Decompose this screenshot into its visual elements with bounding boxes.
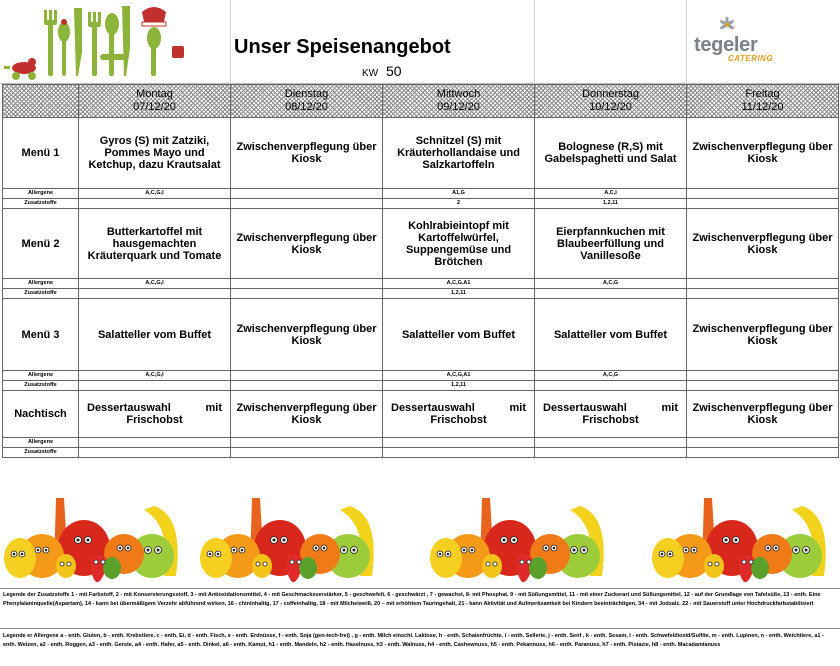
allergene-row — [3, 189, 839, 199]
day-header: Mittwoch 09/12/20 — [383, 85, 535, 118]
allergene-cell: A,C,I — [535, 189, 687, 199]
allergene-label: Allergene — [3, 189, 79, 199]
day-header: Donnerstag 10/12/20 — [535, 85, 687, 118]
dish-cell: Kohlrabieintopf mit Kartoffelwürfel, Suppengemüse und Brötchen — [383, 209, 535, 279]
dish-cell: Dessertauswahl mit Frischobst — [79, 391, 231, 438]
allergene-cell — [79, 438, 231, 448]
day-header: Montag 07/12/20 — [79, 85, 231, 118]
tegeler-flower-logo — [712, 14, 742, 36]
allergene-cell: A,C,G,I — [79, 189, 231, 199]
zusatzstoffe-cell — [535, 381, 687, 391]
kw-value: 50 — [386, 63, 402, 79]
zusatzstoffe-cell — [79, 448, 231, 458]
allergene-cell — [231, 189, 383, 199]
allergene-cell: A,C,G,I — [79, 279, 231, 289]
menu-row — [3, 118, 839, 189]
dish-cell: Zwischenverpflegung über Kiosk — [231, 209, 383, 279]
dish-cell: Dessertauswahl mit Frischobst — [383, 391, 535, 438]
dish-cell: Butterkartoffel mit hausgemachten Kräuterquark und Tomate — [79, 209, 231, 279]
dish-cell: Schnitzel (S) mit Kräuterhollandaise und Salzkartoffeln — [383, 118, 535, 189]
zusatzstoffe-cell — [79, 289, 231, 299]
zusatzstoffe-cell: 1,2,11 — [383, 381, 535, 391]
zusatzstoffe-cell — [687, 289, 839, 299]
brand-name: tegeler — [694, 34, 758, 56]
kw-label: KW — [362, 68, 379, 79]
zusatzstoffe-cell: 1,2,11 — [535, 199, 687, 209]
dish-cell: Bolognese (R,S) mit Gabelspaghetti und Salat — [535, 118, 687, 189]
allergene-cell — [687, 438, 839, 448]
allergene-cell — [231, 279, 383, 289]
allergene-row — [3, 279, 839, 289]
zusatzstoffe-cell — [231, 381, 383, 391]
dish-cell: Zwischenverpflegung über Kiosk — [687, 209, 839, 279]
allergene-cell: A,C,G,I — [79, 371, 231, 381]
zusatzstoffe-label: Zusatzstoffe — [3, 448, 79, 458]
zusatzstoffe-cell — [687, 381, 839, 391]
zusatzstoffe-cell — [687, 199, 839, 209]
zusatzstoffe-cell — [231, 199, 383, 209]
zusatzstoffe-row — [3, 199, 839, 209]
page-title: Unser Speisenangebot — [234, 36, 451, 58]
zusatzstoffe-cell — [687, 448, 839, 458]
day-header-row — [3, 85, 839, 118]
zusatzstoffe-row — [3, 448, 839, 458]
dish-cell: Salatteller vom Buffet — [535, 299, 687, 371]
dish-cell: Eierpfannkuchen mit Blaubeerfüllung und Vanillesoße — [535, 209, 687, 279]
allergene-cell: A1,G — [383, 189, 535, 199]
zusatzstoffe-cell — [79, 199, 231, 209]
dish-cell: Salatteller vom Buffet — [383, 299, 535, 371]
menu-label: Nachtisch — [3, 391, 79, 438]
menu-row — [3, 299, 839, 371]
allergene-row — [3, 438, 839, 448]
allergene-label: Allergene — [3, 371, 79, 381]
allergene-cell: A,C,G,A1 — [383, 279, 535, 289]
zusatzstoffe-label: Zusatzstoffe — [3, 199, 79, 209]
zusatzstoffe-cell — [79, 381, 231, 391]
header — [0, 0, 840, 84]
menu-row — [3, 391, 839, 438]
dish-cell: Gyros (S) mit Zatziki, Pommes Mayo und Ketchup, dazu Krautsalat — [79, 118, 231, 189]
dish-cell: Zwischenverpflegung über Kiosk — [687, 391, 839, 438]
allergene-label: Allergene — [3, 279, 79, 289]
zusatzstoffe-cell — [383, 448, 535, 458]
allergene-cell: A,C,G — [535, 371, 687, 381]
zusatzstoffe-cell — [535, 289, 687, 299]
allergene-cell: A,C,G,A1 — [383, 371, 535, 381]
zusatzstoffe-cell — [535, 448, 687, 458]
dish-cell: Zwischenverpflegung über Kiosk — [231, 391, 383, 438]
allergene-cell — [231, 371, 383, 381]
menu-label: Menü 1 — [3, 118, 79, 189]
day-header: Freitag 11/12/20 — [687, 85, 839, 118]
brand-sub: CATERING — [728, 54, 774, 63]
dish-cell: Zwischenverpflegung über Kiosk — [687, 299, 839, 371]
zusatzstoffe-cell — [231, 448, 383, 458]
allergene-row — [3, 371, 839, 381]
menu-table — [2, 84, 839, 458]
legend-zusatzstoffe: Legende der Zusatzstoffe 1 - mit Farbstoff, 2 - mit Konservierungsstoff, 3 - mit Antioxidationsmittel, 4 - mit Geschmacksverstärker, 5 - geschwefelt, 6 - geschwärzt , 7 - gewachst, 8- mit Phosphat, 9 - mit Süßungsmittel, 11 - mit einer Zuckerart und Süßungsmittel, 12 - auf der Grundlage von Tafelsüße, 13 - enth. Eine Phenylalaninquelle(Aspartam), 14 - kann bei übermäßigem Verzehr abführend wirken, 16 - chininhaltig, 17 - coffeinhaltig, 18 - mit Milcheiweiß, 20 – mit erhöhtem Tauringehalt, 21 - kann Aktivität und Aufmerksamkeit bei Kindern beeinträchtigen, 34 - mit Jodsalz, 22 - mit Sauerstoff unter Hochdruckfarbstabilisiert — [3, 592, 821, 607]
corner-cell — [3, 85, 79, 118]
dish-cell: Zwischenverpflegung über Kiosk — [231, 299, 383, 371]
menu-row — [3, 209, 839, 279]
legend-allergene: Legende er Allergene a - enth. Gluten, b - enth. Krebstiere, c - enth. Ei, d - enth. Fisch, e - enth. Erdnüsse, f - enth. Soja (gen-tech-frei) , g - enth. Milch einschl. Laktose, h - enth. Schalenfrüchte, i - enth. Sellerie, j - enth. Senf , k - enth. Sesam, l - enth. Schwefeldioxid/Sulfite, m - enth. Lupinen, n - enth. Weichtiere, a1 - enth. Weizen, a2 - enth. Roggen, a3 - enth. Gerste, a4 - enth. Hafer, a5 - enth. Dinkel, a6 - enth. Kamut, h1 - enth. Mandeln, h2 - enth. Haselnuss, h3 - enth. Walnuss, h4 - enth. Cashewnuss, h5 - enth. Pekannuss, h6 - enth. Paranuss, h7 - enth. Pistazie, h8 - enth. Macadamianuss — [3, 633, 824, 648]
allergene-cell — [383, 438, 535, 448]
fruit-characters-image — [0, 494, 840, 584]
dish-cell: Zwischenverpflegung über Kiosk — [231, 118, 383, 189]
cutlery-logo — [4, 2, 190, 82]
dish-cell: Dessertauswahl mit Frischobst — [535, 391, 687, 438]
menu-label: Menü 2 — [3, 209, 79, 279]
allergene-label: Allergene — [3, 438, 79, 448]
zusatzstoffe-cell — [231, 289, 383, 299]
allergene-cell — [687, 279, 839, 289]
zusatzstoffe-row — [3, 289, 839, 299]
zusatzstoffe-label: Zusatzstoffe — [3, 289, 79, 299]
zusatzstoffe-row — [3, 381, 839, 391]
zusatzstoffe-cell: 1,2,11 — [383, 289, 535, 299]
allergene-cell — [687, 371, 839, 381]
allergene-cell: A,C,G — [535, 279, 687, 289]
menu-label: Menü 3 — [3, 299, 79, 371]
zusatzstoffe-label: Zusatzstoffe — [3, 381, 79, 391]
allergene-cell — [687, 189, 839, 199]
dish-cell: Zwischenverpflegung über Kiosk — [687, 118, 839, 189]
allergene-cell — [231, 438, 383, 448]
day-header: Dienstag 08/12/20 — [231, 85, 383, 118]
allergene-cell — [535, 438, 687, 448]
zusatzstoffe-cell: 2 — [383, 199, 535, 209]
dish-cell: Salatteller vom Buffet — [79, 299, 231, 371]
